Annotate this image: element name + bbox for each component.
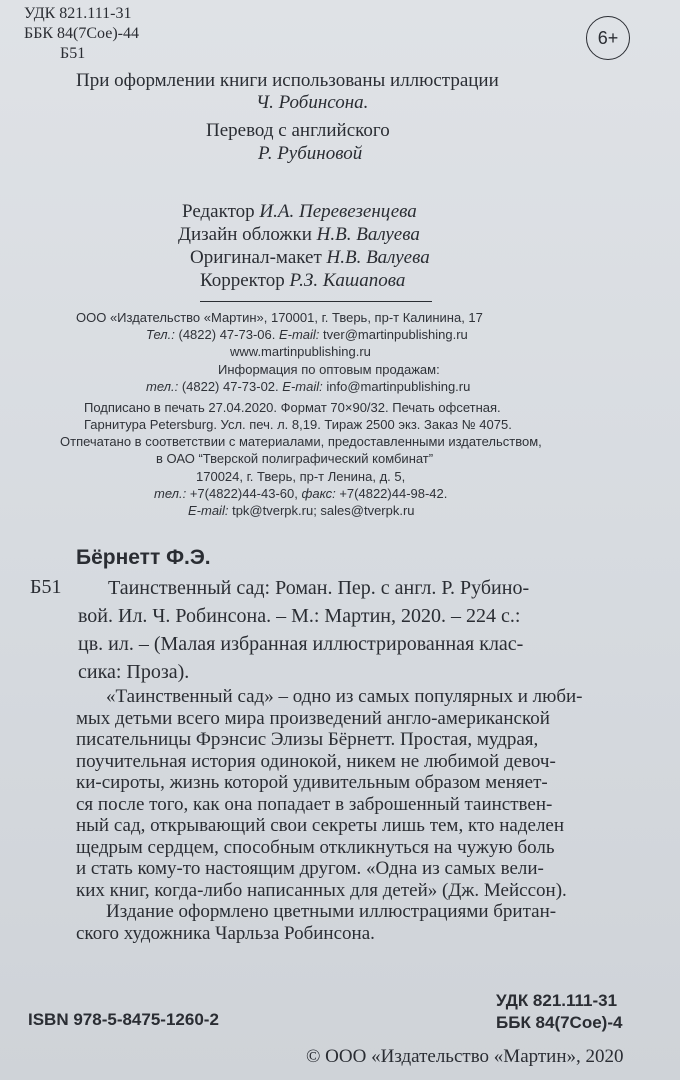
annotation-line: и стать кому-то настоящим другом. «Одна из самых вели- — [76, 858, 544, 879]
cover-label: Дизайн обложки — [178, 224, 312, 245]
layout-credit — [190, 247, 430, 269]
printer-email — [188, 502, 415, 519]
classification-block — [24, 4, 139, 64]
annotation-line: ный сад, открывающий свои секреты лишь тем, кто наделен — [76, 815, 565, 836]
print-info-3: Отпечатано в соответствии с материалами, предоставленными издательством, — [60, 434, 542, 449]
annotation-line: щедрым сердцем, способным откликнуться на чужую боль — [76, 836, 555, 858]
wholesale-contacts — [146, 378, 470, 395]
proof-name: Р.З. Кашапова — [289, 270, 406, 291]
tel3-value: +7(4822)44-43-60, — [189, 486, 298, 501]
author-heading: Бёрнетт Ф.Э. — [76, 546, 211, 569]
tel-value: (4822) 47-73-06. — [178, 327, 276, 342]
email3-label: E-mail: — [188, 503, 229, 518]
annotation-line: ся после того, как она попадает в заброшенный таинствен- — [76, 793, 553, 815]
biblio-line: Таинственный сад: Роман. Пер. с англ. Р. Рубино- — [108, 577, 530, 599]
annotation-line: поучительная история одинокой, никем не любимой девоч- — [76, 750, 556, 772]
email2-label: E-mail: — [282, 379, 323, 394]
editor-label: Редактор — [182, 201, 255, 222]
annotation-line: писательницы Фрэнсис Элизы Бёрнетт. Простая, мудрая, — [76, 729, 539, 750]
print-info-2: Гарнитура Petersburg. Усл. печ. л. 8,19. Тираж 2500 экз. Заказ № 4075. — [84, 417, 512, 432]
email3-value: tpk@tverpk.ru; sales@tverpk.ru — [232, 503, 415, 518]
publisher-site: www.martinpublishing.ru — [230, 344, 371, 359]
proof-label: Корректор — [200, 270, 285, 291]
age-rating-text: 6+ — [597, 27, 619, 48]
publisher-address: ООО «Издательство «Мартин», 170001, г. Тверь, пр-т Калинина, 17 — [76, 310, 483, 325]
email2-value: info@martinpublishing.ru — [326, 379, 471, 394]
annotation-line: ких книг, когда-либо написанных для детей» (Дж. Мейссон). — [76, 879, 567, 901]
annotation-line: ского художника Чарльза Робинсона. — [76, 922, 375, 944]
classification-footer — [496, 990, 622, 1034]
cover-credit — [178, 224, 420, 246]
illustrations-line: При оформлении книги использованы иллюстрации — [76, 70, 499, 91]
udk-code: УДК 821.111-31 — [24, 5, 132, 22]
tel2-value: (4822) 47-73-02. — [181, 379, 279, 394]
print-info-1: Подписано в печать 27.04.2020. Формат 70×90/32. Печать офсетная. — [84, 400, 501, 415]
annotation-line: мых детьми всего мира произведений англо-американской — [76, 707, 550, 729]
biblio-line: цв. ил. – (Малая избранная иллюстрированная клас- — [78, 633, 524, 655]
email-label: E-mail: — [278, 327, 320, 342]
translation-line: Перевод с английского — [206, 120, 390, 141]
annotation-line: ки-сироты, жизнь которой удивительным образом меняет- — [76, 772, 548, 793]
annotation — [76, 686, 646, 944]
proof-credit — [200, 270, 405, 292]
copyright: © ООО «Издательство «Мартин», 2020 — [306, 1046, 624, 1067]
biblio-line: вой. Ил. Ч. Робинсона. – М.: Мартин, 2020. – 224 с.: — [78, 605, 521, 627]
udk-footer: УДК 821.111-31 — [496, 991, 618, 1010]
fax-value: +7(4822)44-98-42. — [339, 486, 448, 501]
print-info-4: в ОАО “Тверской полиграфический комбинат” — [156, 451, 434, 466]
age-rating-badge — [586, 16, 630, 60]
bbk-footer: ББК 84(7Сое)-4 — [496, 1013, 623, 1032]
layout-label: Оригинал-макет — [190, 247, 322, 268]
editor-credit — [182, 201, 417, 223]
cover-name: Н.В. Валуева — [316, 224, 420, 245]
editor-name: И.А. Перевезенцева — [259, 201, 417, 222]
layout-name: Н.В. Валуева — [326, 247, 430, 268]
annotation-line: «Таинственный сад» – одно из самых популярных и люби- — [106, 686, 583, 707]
annotation-line: Издание оформлено цветными иллюстрациями британ- — [106, 901, 557, 922]
divider-line — [200, 301, 432, 302]
tel3-label: тел.: — [154, 486, 187, 501]
publisher-contacts — [146, 326, 468, 343]
bibliographic-description — [78, 574, 638, 686]
tel-label: Тел.: — [146, 327, 175, 342]
wholesale-info: Информация по оптовым продажам: — [218, 362, 440, 377]
illustrator-name: Ч. Робинсона. — [256, 92, 369, 113]
printer-contacts — [154, 485, 447, 502]
email-value: tver@martinpublishing.ru — [323, 327, 468, 342]
bbk-code: ББК 84(7Сое)-44 — [24, 25, 139, 42]
tel2-label: тел.: — [146, 379, 179, 394]
fax-label: факс: — [301, 486, 336, 501]
biblio-line: сика: Проза). — [78, 661, 190, 683]
translator-name: Р. Рубиновой — [258, 143, 363, 164]
isbn: ISBN 978-5-8475-1260-2 — [28, 1010, 219, 1029]
bibliography-code: Б51 — [30, 576, 62, 598]
print-info-5: 170024, г. Тверь, пр-т Ленина, д. 5, — [196, 469, 406, 484]
author-code: Б51 — [60, 45, 86, 62]
